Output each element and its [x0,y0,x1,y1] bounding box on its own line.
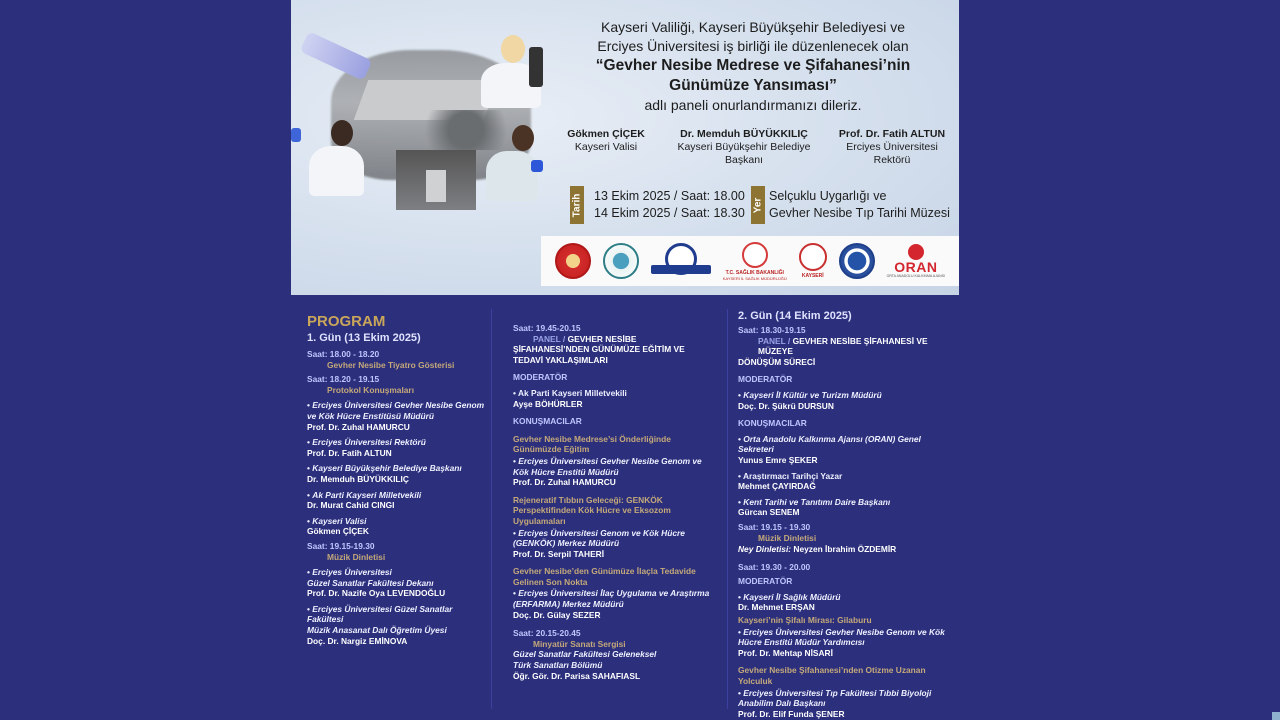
moderator-label: MODERATÖR [513,372,568,383]
day2-title: 2. Gün (14 Ekim 2025) [738,310,852,322]
speaker-name: Gürcan SENEM [738,507,800,518]
speaker-role: Müzik Anasanat Dalı Öğretim Üyesi [307,625,447,636]
invitation-text [563,18,943,115]
speaker-name: Prof. Dr. Mehtap NİSARİ [738,647,833,658]
panel-title-cont: ŞİFAHANESİ’NDEN GÜNÜMÜZE EĞİTİM VE TEDAVİ YAKLAŞIMLARI [513,344,685,365]
moderator-name: Doç. Dr. Şükrü DURSUN [738,400,834,411]
speaker-name: Prof. Dr. Fatih ALTUN [307,447,392,458]
speaker-role: • Erciyes Üniversitesi Gevher Nesibe Genom ve Kök Hücre Enstitüsü Müdürü [307,400,489,421]
speaker-name: Mehmet ÇAYIRDAĞ [738,481,816,492]
venue-line-2: Gevher Nesibe Tıp Tarihi Müzesi [769,206,950,220]
speaker-name: Prof. Dr. Elif Funda ŞENER [738,708,845,719]
trees-image [411,110,521,150]
speaker-name: Gökmen ÇİÇEK [307,526,369,537]
speaker-entry [307,516,489,537]
speaker-entry [738,434,950,466]
panel-title: PANEL / GEVHER NESİBE ŞİFAHANESİ VE MÜZEYE [758,335,928,357]
venue-line-1: Selçuklu Uygarlığı ve [769,189,887,203]
speaker-entry [738,471,950,492]
health-ministry-logo: T.C. SAĞLIK BAKANLIĞI KAYSERİ İL SAĞLIK MÜDÜRLÜĞÜ [723,242,787,281]
panel-title: PANEL / GEVHER NESİBE [533,333,637,344]
date-label-tab: Tarih [570,186,584,224]
speaker-entry [307,400,489,432]
sponsor-logos [541,236,959,286]
talk-topic: Gevher Nesibe Medrese’si Önderliğinde Günümüzde Eğitim [513,433,671,455]
host-title: Erciyes Üniversitesi Rektörü [846,141,938,166]
talk-topic: Kayseri’nin Şifalı Mirası: Gilaburu [738,615,872,626]
intro-line-3: adlı paneli onurlandırmanızı dileriz. [644,97,862,113]
venue-block [751,186,950,224]
host-title: Kayseri Valisi [574,141,638,153]
speaker-name: Yunus Emre ŞEKER [738,454,818,465]
venue-label-tab: Yer [751,186,765,224]
session-time: Saat: 18.20 - 19.15 [307,374,380,385]
kayseri-governorship-logo [555,243,591,279]
speaker-role: • Kayseri Valisi [307,516,489,527]
event-title-line-1: “Gevher Nesibe Medrese ve Şifahanesi’nin [595,57,911,74]
talk-entry [513,566,717,620]
intro-line-1: Kayseri Valiliği, Kayseri Büyükşehir Belediyesi ve [601,19,905,35]
moderator-role: • Ak Parti Kayseri Milletvekili [513,388,717,399]
speaker-role: • Erciyes Üniversitesi İlaç Uygulama ve Araştırma (ERFARMA) Merkez Müdürü [513,588,717,609]
panel-title-cont: DÖNÜŞÜM SÜRECİ [738,356,816,367]
host-name: Prof. Dr. Fatih ALTUN [838,128,946,140]
speaker-role: • Kayseri Büyükşehir Belediye Başkanı [307,463,489,474]
program-column-3 [738,309,950,719]
speaker-entry [307,604,489,646]
speaker-name: Prof. Dr. Nazife Oya LEVENDOĞLU [307,588,446,599]
speakers-label: KONUŞMACILAR [738,418,807,429]
speaker-role: • Orta Anadolu Kalkınma Ajansı (ORAN) Genel Sekreteri [738,434,950,455]
host-mayor [669,128,819,167]
speaker-name: Prof. Dr. Zuhal HAMURCU [513,477,616,488]
speaker-role: • Erciyes Üniversitesi Gevher Nesibe Genom ve Kök Hücre Enstitü Müdür Yardımcısı [738,627,950,648]
speaker-role: • Erciyes Üniversitesi Tıp Fakültesi Tıbbi Biyoloji Anabilim Dalı Başkanı [738,688,950,709]
robot-arm-image [300,31,373,81]
speaker-role: • Erciyes Üniversitesi Gevher Nesibe Genom ve Kök Hücre Enstitü Müdürü [513,456,717,477]
session-name: Müzik Dinletisi [758,532,817,543]
hosts-list [561,128,947,167]
date-block [570,186,745,224]
corner-thumbnail [1272,712,1280,720]
speaker-role: Türk Sanatları Bölümü [513,660,603,671]
corridor-arch-image [396,150,476,210]
day1-title: 1. Gün (13 Ekim 2025) [307,332,421,344]
moderator-role: • Kayseri İl Kültür ve Turizm Müdürü [738,390,950,401]
host-governor [561,128,651,167]
session-time: Saat: 20.15-20.45 [513,628,581,639]
speaker-entry [738,497,950,518]
session-time: Saat: 19.15 - 19.30 [738,521,811,532]
kayseri-culture-logo: KAYSERİ [799,243,827,279]
date-line-1: 13 Ekim 2025 / Saat: 18.00 [594,189,745,203]
intro-line-2: Erciyes Üniversitesi iş birliği ile düzenlenecek olan [597,38,909,54]
session-time: Saat: 19.45-20.15 [513,323,581,333]
talk-topic: Rejeneratif Tıbbın Geleceği: GENKÖK Perspektifinden Kök Hücre ve Eksozom Uygulamaları [513,494,671,526]
program-column-1 [307,313,489,646]
speaker-entry [307,490,489,511]
speakers-label: KONUŞMACILAR [513,416,582,427]
column-divider [727,309,728,709]
speaker-name: Prof. Dr. Serpil TAHERİ [513,548,605,559]
erciyes-university-logo [651,243,711,279]
moderator-label: MODERATÖR [738,576,793,587]
speaker-role: Güzel Sanatlar Fakültesi Dekanı [307,577,434,588]
speaker-name: Prof. Dr. Zuhal HAMURCU [307,421,410,432]
speaker-entry [307,437,489,458]
ney-performance: Ney Dinletisi: Neyzen İbrahim ÖZDEMİR [738,544,897,555]
host-name: Gökmen ÇİÇEK [567,128,645,140]
speaker-name: Dr. Murat Cahid CINGI [307,500,395,511]
talk-entry [738,665,950,719]
moderator-role: • Kayseri İl Sağlık Müdürü [738,592,950,603]
session-name: Minyatür Sanatı Sergisi [533,638,626,649]
speaker-name: Doç. Dr. Gülay SEZER [513,609,601,620]
genkok-institute-logo [839,243,875,279]
speaker-name: Doç. Dr. Nargiz EMİNOVA [307,635,408,646]
session-time: Saat: 19.30 - 20.00 [738,561,811,572]
speaker-role: • Erciyes Üniversitesi Güzel Sanatlar Fakültesi [307,604,489,625]
session-time: Saat: 18.00 - 18.20 [307,349,380,359]
invitation-poster [291,0,959,720]
speaker-role: • Kent Tarihi ve Tanıtımı Daire Başkanı [738,497,950,508]
session-name: Müzik Dinletisi [327,551,386,562]
program-section [291,295,959,720]
speaker-role: Güzel Sanatlar Fakültesi Geleneksel [513,649,657,660]
oran-agency-logo: ORAN ORTA ANADOLU KALKINMA AJANSI [887,244,945,278]
program-title: PROGRAM [307,313,386,330]
column-divider [491,309,492,709]
photo-collage [291,10,571,220]
speaker-role: • Araştırmacı Tarihçi Yazar [738,471,950,482]
speaker-role: • Erciyes Üniversitesi Rektörü [307,437,489,448]
moderator-label: MODERATÖR [738,374,793,385]
talk-topic: Gevher Nesibe’den Günümüze İlaçla Tedavide Gelinen Son Nokta [513,566,696,587]
speaker-role: • Ak Parti Kayseri Milletvekili [307,490,489,501]
invitation-banner [291,0,959,295]
speaker-name: Dr. Memduh BÜYÜKKILIÇ [307,473,409,484]
speaker-entry [307,463,489,484]
session-time: Saat: 18.30-19.15 [738,325,806,335]
speaker-role: • Erciyes Üniversitesi Genom ve Kök Hücre (GENKÖK) Merkez Müdürü [513,528,717,549]
talk-entry [513,495,717,560]
session-name: Protokol Konuşmaları [327,384,415,395]
host-name: Dr. Memduh BÜYÜKKILIÇ [680,128,808,140]
program-column-2 [513,323,717,681]
session-time: Saat: 19.15-19.30 [307,540,375,551]
host-title: Kayseri Büyükşehir Belediye Başkanı [677,141,811,166]
session-name: Gevher Nesibe Tiyatro Gösterisi [327,359,455,370]
moderator-name: Dr. Mehmet ERŞAN [738,602,815,613]
talk-topic: Gevher Nesibe Şifahanesi’nden Otizme Uzanan Yolculuk [738,665,926,687]
speaker-entry [307,567,489,599]
speaker-role: • Erciyes Üniversitesi [307,567,489,578]
moderator-name: Ayşe BÖHÜRLER [513,398,583,409]
talk-entry [513,434,717,488]
speaker-name: Öğr. Gör. Dr. Parisa SAHAFIASL [513,670,641,681]
talk-entry [738,615,950,658]
event-title-line-2: Günümüze Yansıması” [669,77,837,94]
host-rector [837,128,947,167]
date-line-2: 14 Ekim 2025 / Saat: 18.30 [594,206,745,220]
kayseri-metropolitan-logo [603,243,639,279]
